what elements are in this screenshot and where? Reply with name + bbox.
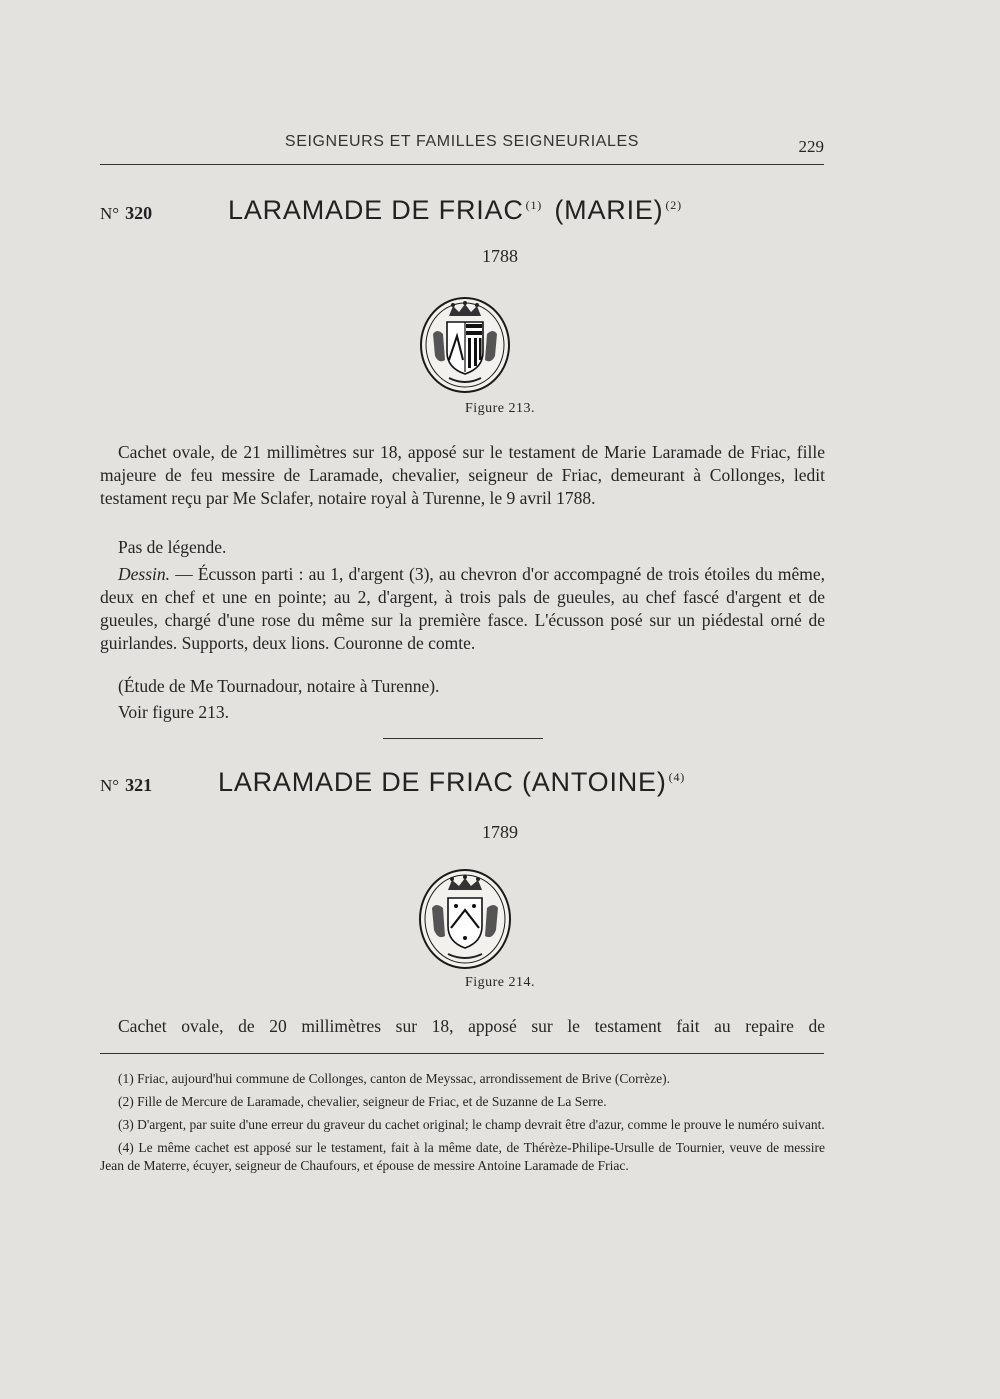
dessin-label: Dessin. <box>118 564 171 584</box>
entry-321-heading <box>100 767 824 803</box>
footnote-2: (2) Fille de Mercure de Laramade, chevalier, seigneur de Friac, et de Suzanne de La Serre. <box>118 1094 607 1109</box>
page-number: 229 <box>798 137 824 156</box>
footnote-3: (3) D'argent, par suite d'une erreur du graveur du cachet original; le champ devrait être d'azur, comme le prouve le numéro suivant. <box>118 1117 825 1132</box>
entry-320-see-figure: Voir figure 213. <box>118 702 229 722</box>
title-text: LARAMADE DE FRIAC <box>228 195 524 225</box>
footnotes <box>100 1070 825 1180</box>
section-separator <box>383 738 543 739</box>
figure-213-caption: Figure 213. <box>464 401 536 416</box>
entry-320-legend-note: Pas de légende. <box>118 537 227 557</box>
number-value: 320 <box>125 203 153 223</box>
footnote-1: (1) Friac, aujourd'hui commune de Collonges, canton de Meyssac, arrondissement de Brive (Corrèze). <box>118 1071 671 1086</box>
entry-320-paragraph-1: Cachet ovale, de 21 millimètres sur 18, apposé sur le testament de Marie Laramade de Friac, fille majeure de feu messire de Laramade, chevalier, seigneur de Friac, demeurant à Collonges, ledit testament reçu par Me Sclafer, notaire royal à Turenne, le 9 avril 1788. <box>100 442 825 508</box>
entry-number <box>100 775 152 796</box>
number-prefix: N° <box>100 776 120 795</box>
number-value: 321 <box>125 775 153 795</box>
subtitle-text: (MARIE) <box>554 195 664 225</box>
title-text: LARAMADE DE FRIAC (ANTOINE) <box>218 767 667 797</box>
entry-320-heading <box>100 195 824 231</box>
entry-321-paragraph-1: Cachet ovale, de 20 millimètres sur 18, apposé sur le testament fait au repaire de <box>118 1016 825 1036</box>
footnote-rule <box>100 1053 824 1054</box>
running-header <box>100 133 824 157</box>
header-rule <box>100 164 824 165</box>
dessin-text: — Écusson parti : au 1, d'argent (3), au chevron d'or accompagné de trois étoiles du même, deux en chef et une en pointe; au 2, d'argent, à trois pals de gueules, au chef fascé d'argent et de gueules, chargé d'une rose du même sur la première fasce. L'écusson posé sur un piédestal orné de guirlandes. Supports, deux lions. Couronne de comte. <box>100 564 826 653</box>
entry-title <box>228 195 686 226</box>
footnote-ref: (4) <box>668 770 686 784</box>
entry-320-dessin <box>100 563 825 655</box>
seal-figure-213 <box>419 294 511 394</box>
entry-320-year: 1788 <box>482 246 518 266</box>
entry-title <box>218 767 689 798</box>
entry-321-year: 1789 <box>482 822 518 842</box>
footnote-4: (4) Le même cachet est apposé sur le testament, fait à la même date, de Thérèze-Philipe-Ursulle de Tournier, veuve de messire Jean de Materre, écuyer, seigneur de Chaufours, et épouse de messire Antoine Laramade de Friac. <box>100 1140 825 1173</box>
entry-320-source: (Étude de Me Tournadour, notaire à Turenne). <box>118 676 440 696</box>
figure-214-caption: Figure 214. <box>464 975 536 990</box>
seal-figure-214 <box>418 866 512 970</box>
running-title: SEIGNEURS ET FAMILLES SEIGNEURIALES <box>284 133 640 150</box>
footnote-ref: (1) <box>525 198 543 212</box>
footnote-ref: (2) <box>665 198 682 212</box>
entry-number <box>100 203 152 224</box>
number-prefix: N° <box>100 204 120 223</box>
